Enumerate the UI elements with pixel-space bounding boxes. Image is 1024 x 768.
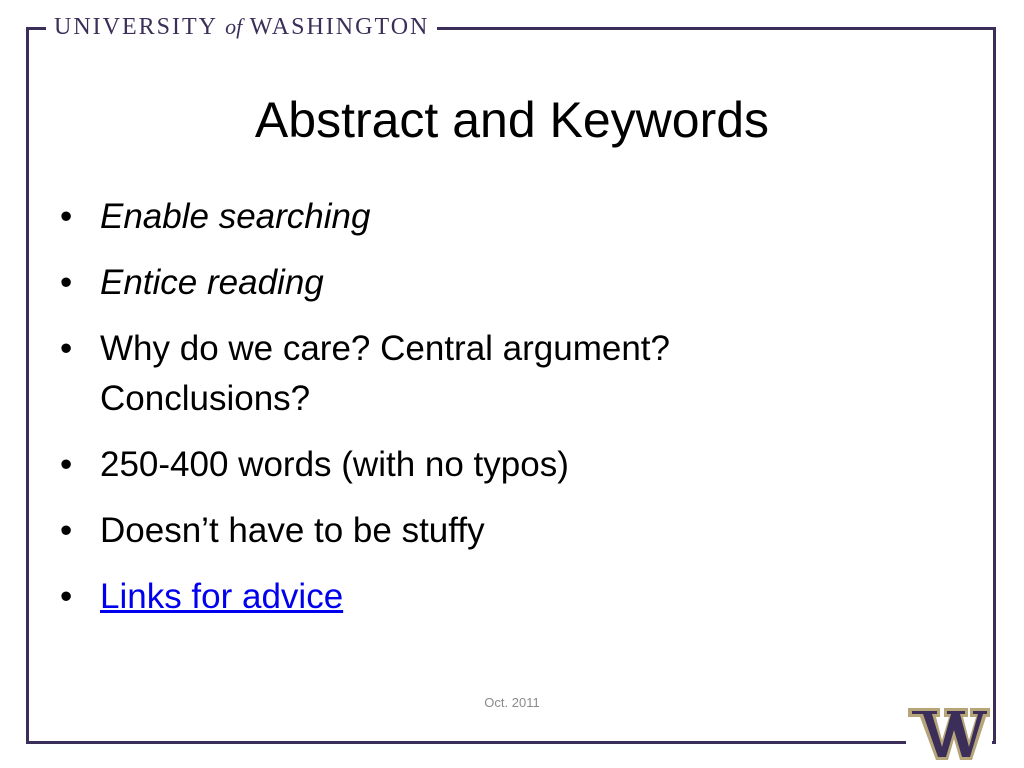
university-wordmark (46, 12, 437, 42)
links-for-advice-link[interactable]: Links for advice (100, 577, 344, 616)
bullet-item (60, 192, 940, 242)
bullet-item (60, 324, 940, 424)
wordmark-of: of (225, 14, 243, 39)
bullet-text: Enable searching (100, 197, 371, 236)
bullet-list (60, 192, 940, 638)
bullet-item (60, 258, 940, 308)
w-logo-svg (906, 700, 992, 766)
bullet-item (60, 572, 940, 622)
wordmark-university: UNIVERSITY (54, 14, 226, 40)
bullet-dot: • (60, 197, 73, 236)
bullet-text: Entice reading (100, 263, 324, 302)
footer-date: Oct. 2011 (484, 695, 540, 710)
bullet-text: Doesn’t have to be stuffy (100, 511, 485, 550)
uw-w-logo-icon (906, 700, 992, 766)
wordmark-washington: WASHINGTON (242, 14, 430, 40)
bullet-dot: • (60, 329, 73, 368)
bullet-dot: • (60, 263, 73, 302)
bullet-item (60, 506, 940, 556)
bullet-text: Why do we care? Central argument? Conclusions? (100, 329, 670, 418)
slide-title: Abstract and Keywords (254, 92, 770, 148)
bullet-dot: • (60, 511, 73, 550)
bullet-dot: • (60, 577, 73, 616)
bullet-text: 250-400 words (with no typos) (100, 445, 569, 484)
bullet-dot: • (60, 445, 73, 484)
bullet-item (60, 440, 940, 490)
